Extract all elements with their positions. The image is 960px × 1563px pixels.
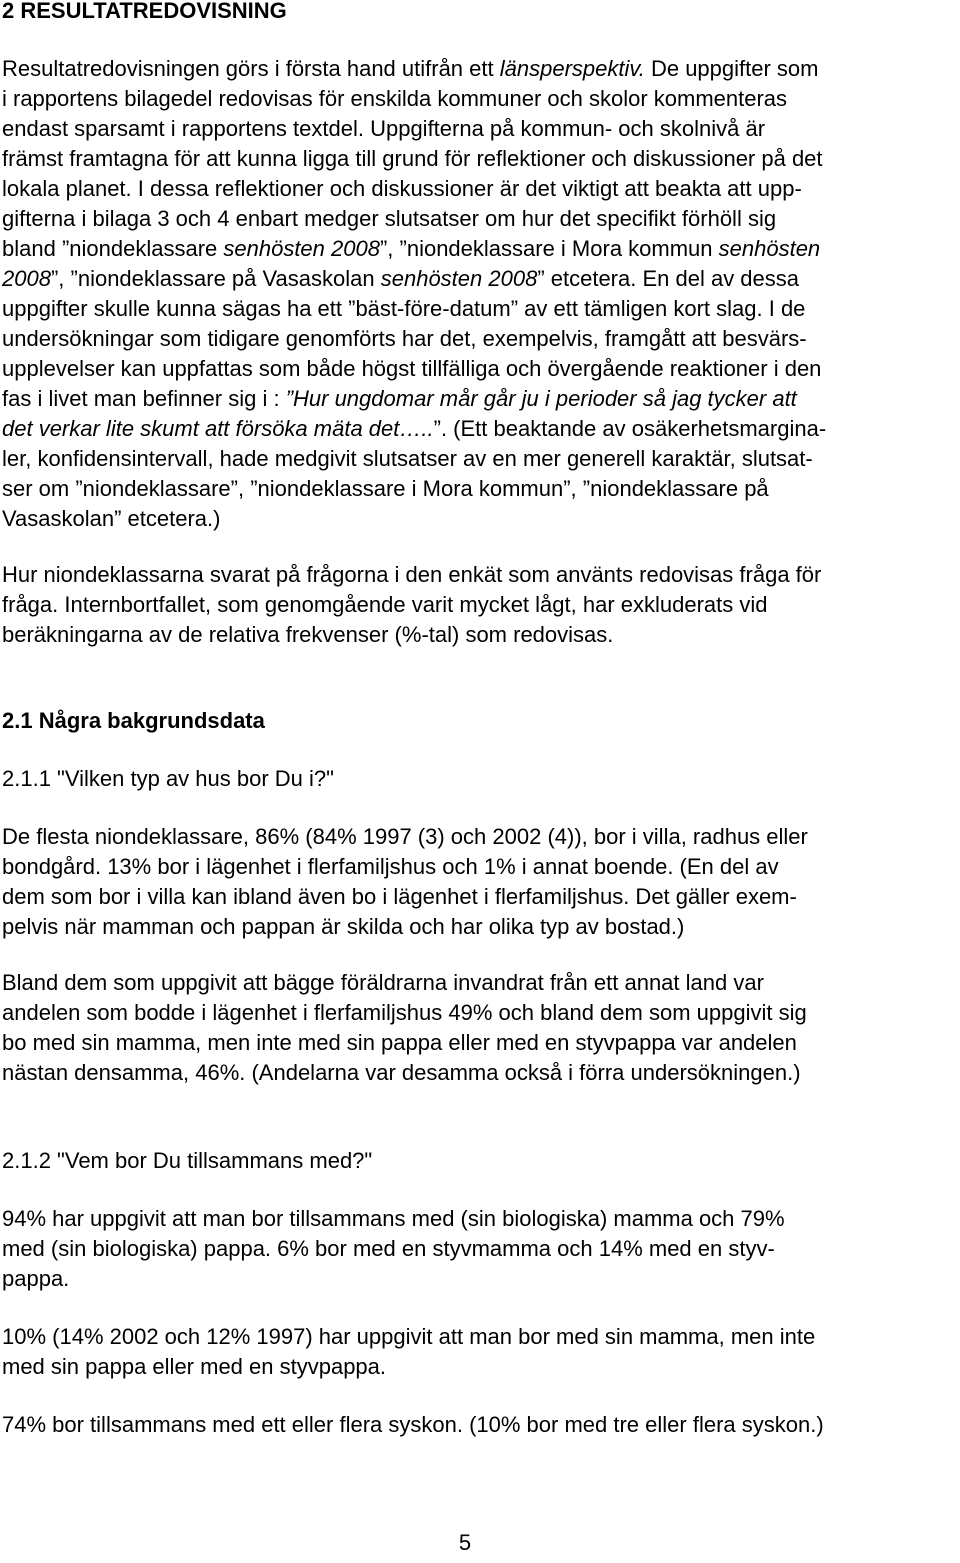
question-heading: 2.1.2 "Vem bor Du tillsammans med?": [2, 1148, 373, 1173]
text-line: pelvis när mamman och pappan är skilda och har olika typ av bostad.): [2, 914, 685, 939]
text-line: med (sin biologiska) pappa. 6% bor med en styvmamma och 14% med en styv-: [2, 1236, 775, 1261]
page-number: 5: [458, 1530, 472, 1555]
text-line: främst framtagna för att kunna ligga till grund för reflektioner och diskussioner på det: [2, 146, 823, 171]
text-line: 10% (14% 2002 och 12% 1997) har uppgivit att man bor med sin mamma, men inte: [2, 1324, 816, 1349]
section-heading: 2 RESULTATREDOVISNING: [2, 0, 287, 23]
text-line: 94% har uppgivit att man bor tillsammans med (sin biologiska) mamma och 79%: [2, 1206, 785, 1231]
text-line: Vasaskolan” etcetera.): [2, 506, 221, 531]
text-line: pappa.: [2, 1266, 70, 1291]
text-line: undersökningar som tidigare genomförts har det, exempelvis, framgått att besvärs-: [2, 326, 807, 351]
text-line: med sin pappa eller med en styvpappa.: [2, 1354, 387, 1379]
question-heading: 2.1.1 "Vilken typ av hus bor Du i?": [2, 766, 334, 791]
text-line: andelen som bodde i lägenhet i flerfamiljshus 49% och bland dem som uppgivit sig: [2, 1000, 807, 1025]
text-line: uppgifter skulle kunna sägas ha ett ”bäst-före-datum” av ett tämligen kort slag. I de: [2, 296, 806, 321]
text-line: beräkningarna av de relativa frekvenser (%-tal) som redovisas.: [2, 622, 614, 647]
text-line: De flesta niondeklassare, 86% (84% 1997 (3) och 2002 (4)), bor i villa, radhus eller: [2, 824, 808, 849]
text-line: nästan densamma, 46%. (Andelarna var desamma också i förra undersökningen.): [2, 1060, 801, 1085]
text-line: ser om ”niondeklassare”, ”niondeklassare i Mora kommun”, ”niondeklassare på: [2, 476, 769, 501]
text-line: bo med sin mamma, men inte med sin pappa eller med en styvpappa var andelen: [2, 1030, 797, 1055]
text-line: Resultatredovisningen görs i första hand utifrån ett länsperspektiv. De uppgifter som: [2, 56, 819, 81]
text-line: fas i livet man befinner sig i : ”Hur ungdomar mår går ju i perioder så jag tycker att: [2, 386, 797, 411]
text-line: ler, konfidensintervall, hade medgivit slutsatser av en mer generell karaktär, slutsat-: [2, 446, 813, 471]
text-line: 74% bor tillsammans med ett eller flera syskon. (10% bor med tre eller flera syskon.): [2, 1412, 824, 1437]
text-line: endast sparsamt i rapportens textdel. Uppgifterna på kommun- och skolnivå är: [2, 116, 766, 141]
text-line: lokala planet. I dessa reflektioner och diskussioner är det viktigt att beakta att upp-: [2, 176, 802, 201]
text-line: bondgård. 13% bor i lägenhet i flerfamiljshus och 1% i annat boende. (En del av: [2, 854, 779, 879]
text-line: 2008”, ”niondeklassare på Vasaskolan senhösten 2008” etcetera. En del av dessa: [2, 266, 800, 291]
text-line: Hur niondeklassarna svarat på frågorna i den enkät som använts redovisas fråga för: [2, 562, 822, 587]
text-line: fråga. Internbortfallet, som genomgående varit mycket lågt, har exkluderats vid: [2, 592, 768, 617]
text-line: upplevelser kan uppfattas som både högst tillfälliga och övergående reaktioner i den: [2, 356, 822, 381]
subsection-heading: 2.1 Några bakgrundsdata: [2, 708, 265, 733]
text-line: gifterna i bilaga 3 och 4 enbart medger slutsatser om hur det specifikt förhöll sig: [2, 206, 777, 231]
text-line: bland ”niondeklassare senhösten 2008”, ”niondeklassare i Mora kommun senhösten: [2, 236, 821, 261]
text-line: Bland dem som uppgivit att bägge föräldrarna invandrat från ett annat land var: [2, 970, 764, 995]
text-line: dem som bor i villa kan ibland även bo i lägenhet i flerfamiljshus. Det gäller exem-: [2, 884, 797, 909]
text-line: det verkar lite skumt att försöka mäta det…..”. (Ett beaktande av osäkerhetsmargina-: [2, 416, 827, 441]
text-line: i rapportens bilagedel redovisas för enskilda kommuner och skolor kommenteras: [2, 86, 788, 111]
